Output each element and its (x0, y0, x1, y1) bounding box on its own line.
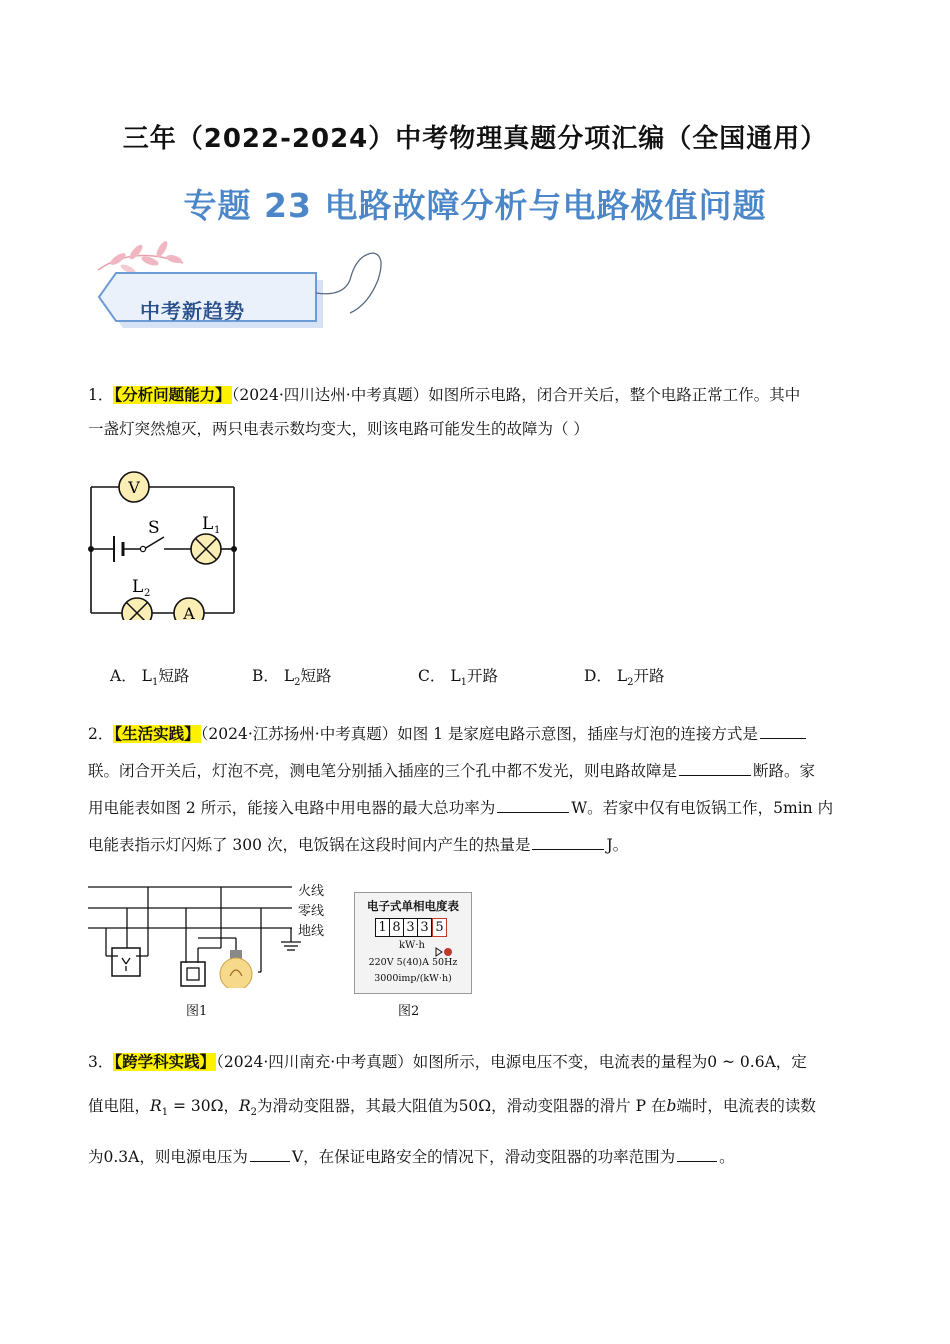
banner-graphic (88, 225, 388, 345)
question-2-line-2 (88, 753, 866, 790)
circuit-svg (86, 470, 246, 620)
question-text: V，在保证电路安全的情况下，滑动变阻器的功率范围为 (291, 1148, 676, 1167)
meter-digit: 8 (390, 918, 404, 937)
option-b[interactable] (252, 664, 332, 688)
option-subscript: 2 (294, 677, 301, 689)
question-number: 2． (88, 725, 114, 743)
figure-2-electric-meter (354, 892, 474, 1018)
question-source: （2024·江苏扬州·中考真题） (200, 725, 398, 743)
option-subscript: 1 (460, 677, 467, 689)
meter-panel (354, 892, 472, 994)
resistor-r2-symbol: R (239, 1097, 251, 1115)
question-text: 电能表指示灯闪烁了 300 次，电饭锅在这段时间内产生的热量是 (88, 836, 531, 854)
section-banner (88, 225, 388, 345)
meter-spec-2: 3000imp/(kW·h) (374, 973, 452, 984)
lamp-l2-subscript: 2 (144, 588, 151, 599)
live-wire-label: 火线 (298, 884, 325, 899)
resistor-r1-subscript: 1 (161, 1107, 169, 1119)
lamp-l1-label: L (202, 514, 214, 534)
lamp-l1-icon (191, 534, 221, 564)
voltmeter-label: V (128, 478, 140, 497)
option-a[interactable] (110, 664, 189, 688)
meter-unit: kW·h (399, 940, 425, 951)
question-text: 为滑动变阻器，其最大阻值为 (257, 1097, 459, 1115)
resistor-max-value: 50Ω (458, 1097, 492, 1115)
question-3-line-1 (88, 1040, 866, 1084)
question-2 (88, 716, 866, 864)
question-text: ，则电源电压为 (139, 1148, 248, 1167)
question-3 (88, 1040, 866, 1179)
question-text: J。 (606, 836, 629, 854)
question-text: 联。闭合开关后，灯泡不亮，测电笔分别插入插座的三个孔中都不发光，则电路故障是 (88, 762, 678, 780)
question-text: 如图所示，电源电压不变，电流表的量程为 (412, 1053, 708, 1071)
question-text: 用电能表如图 2 所示，能接入电路中用电器的最大总功率为 (88, 799, 496, 817)
meter-indicator-light-icon (435, 942, 453, 952)
socket-icon (122, 958, 130, 971)
answer-blank[interactable] (760, 720, 806, 739)
question-tag: 【分析问题能力】 (114, 386, 231, 404)
resistor-r1-value: = 30Ω (168, 1097, 224, 1115)
question-2-line-1 (88, 716, 866, 753)
option-c[interactable] (418, 664, 498, 688)
option-subscript: 2 (627, 677, 634, 689)
slider-end-b: b (666, 1097, 677, 1115)
question-1-line-1 (88, 378, 866, 412)
question-tag: 【跨学科实践】 (114, 1053, 216, 1071)
page-title: 三年（2022-2024）中考物理真题分项汇编（全国通用） (122, 124, 828, 154)
option-lamp: L (450, 667, 461, 685)
option-text: 短路 (300, 667, 332, 685)
question-1-line-2: 一盏灯突然熄灭，两只电表示数均变大，则该电路可能发生的故障为（ ） (88, 420, 589, 438)
question-text: ，滑动变阻器的滑片 P 在 (491, 1097, 667, 1115)
question-text: 。 (719, 1148, 735, 1167)
lamp-l1-subscript: 1 (214, 525, 221, 536)
option-lamp: L (616, 667, 628, 685)
question-3-line-3 (88, 1135, 866, 1179)
question-number: 1． (88, 386, 114, 404)
question-number: 3． (88, 1053, 114, 1071)
neutral-wire-label: 零线 (298, 904, 325, 919)
meter-digit: 1 (375, 918, 390, 937)
option-text: 短路 (158, 667, 190, 685)
page-subtitle: 专题 23 电路故障分析与电路极值问题 (183, 186, 767, 225)
question-text: 端时，电流表的读数 (676, 1097, 816, 1115)
question-1 (88, 378, 866, 446)
ground-wire-label: 地线 (298, 924, 325, 939)
option-text: 开路 (466, 667, 498, 685)
figure-1-household-circuit (86, 878, 336, 1018)
figure-1-caption: 图1 (186, 1004, 208, 1019)
ammeter-range: 0 ~ 0.6A (707, 1053, 776, 1071)
option-lamp: L (141, 667, 152, 685)
lamp-l2-label: L (132, 577, 144, 597)
question-text: 为 (88, 1148, 104, 1167)
question-text: 断路。家 (753, 762, 816, 780)
question-tag: 【生活实践】 (114, 725, 200, 743)
meter-digit: 3 (404, 918, 418, 937)
question-text: 值电阻， (88, 1097, 151, 1115)
answer-blank[interactable] (679, 757, 751, 776)
question-text: ，定 (775, 1053, 807, 1071)
option-letter: A． (110, 667, 137, 685)
meter-digits (375, 918, 447, 937)
meter-spec-1: 220V 5(40)A 50Hz (368, 957, 458, 968)
option-d[interactable] (584, 664, 665, 688)
leaf-decoration-icon (98, 239, 183, 275)
answer-blank[interactable] (250, 1143, 290, 1162)
option-letter: C． (418, 667, 446, 685)
meter-digit: 3 (418, 918, 432, 937)
answer-blank[interactable] (532, 831, 604, 850)
meter-title: 电子式单相电度表 (367, 899, 459, 913)
meter-digit-decimal: 5 (432, 918, 447, 937)
question-3-line-2: 值电阻，$R_1 = 30\Omega$，$R_2$为滑动变阻器，其最大阻值为50Ω，滑动变阻器的滑片 P 在b端时，电流表的读数 (88, 1097, 816, 1119)
figure-2-caption: 图2 (398, 1004, 420, 1019)
lamp-l2-icon (122, 598, 152, 620)
option-letter: B． (252, 667, 279, 685)
answer-blank[interactable] (677, 1143, 717, 1162)
question-text: 如图 1 是家庭电路示意图，插座与灯泡的连接方式是 (397, 725, 758, 743)
resistor-r2-subscript: 2 (250, 1107, 258, 1119)
option-lamp: L (283, 667, 295, 685)
question-2-line-4 (88, 827, 866, 864)
option-text: 开路 (633, 667, 665, 685)
question-text: W。若家中仅有电饭锅工作，5min 内 (571, 799, 834, 817)
answer-blank[interactable] (497, 794, 569, 813)
q1-circuit-diagram (86, 470, 246, 620)
current-value: 0.3A (103, 1148, 140, 1167)
banner-label: 中考新趋势 (140, 299, 245, 323)
resistor-r1-symbol: R (150, 1097, 162, 1115)
option-subscript: 1 (151, 677, 159, 689)
question-2-line-3 (88, 790, 866, 827)
question-text: 如图所示电路，闭合开关后，整个电路正常工作。其中 (428, 386, 801, 404)
light-bulb-icon (220, 950, 252, 988)
ammeter-label: A (183, 604, 195, 620)
switch-label: S (148, 518, 160, 538)
question-source: （2024·四川达州·中考真题） (231, 386, 429, 404)
question-source: （2024·四川南充·中考真题） (216, 1053, 413, 1071)
option-letter: D． (584, 667, 612, 685)
